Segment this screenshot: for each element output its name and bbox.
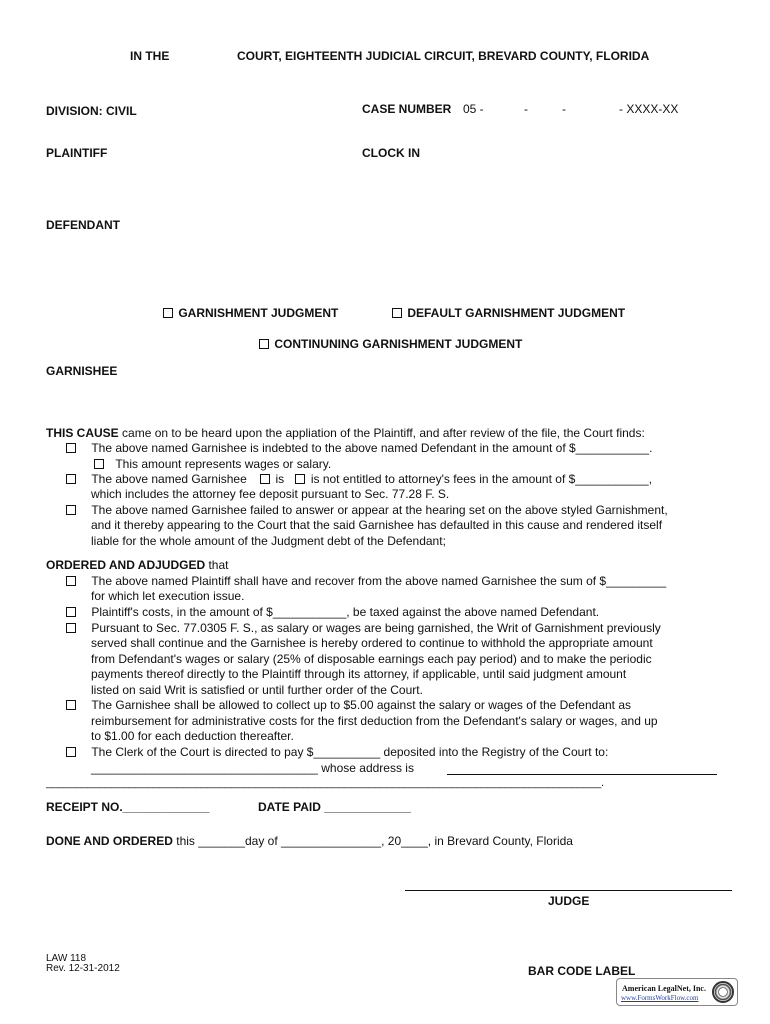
ordered-label: ORDERED AND ADJUDGED bbox=[46, 558, 206, 572]
order-3-cont: listed on said Writ is satisfied or until further order of the Court. bbox=[91, 683, 423, 697]
garnishment-judgment-option[interactable] bbox=[163, 306, 338, 320]
receipt-number: RECEIPT NO._____________ bbox=[46, 800, 210, 814]
order-text: The above named Plaintiff shall have and recover from the above named Garnishee the sum of $_________ bbox=[91, 574, 667, 588]
default-garnishment-judgment-option[interactable] bbox=[392, 306, 625, 320]
date-paid: DATE PAID _____________ bbox=[258, 800, 411, 814]
continuing-garnishment-judgment-option[interactable] bbox=[259, 337, 522, 351]
done-label: DONE AND ORDERED bbox=[46, 834, 173, 848]
option-label: DEFAULT GARNISHMENT JUDGMENT bbox=[407, 306, 626, 320]
checkbox[interactable] bbox=[259, 339, 269, 349]
plaintiff-label: PLAINTIFF bbox=[46, 146, 108, 160]
logo-url-link[interactable]: www.FormsWorkFlow.com bbox=[621, 994, 699, 1002]
finding-text: This amount represents wages or salary. bbox=[115, 457, 332, 471]
findings-intro bbox=[46, 426, 645, 442]
order-3-cont: served shall continue and the Garnishee is hereby ordered to continue to withhold the appropriate amount bbox=[91, 636, 653, 650]
address-line bbox=[447, 774, 717, 775]
checkbox[interactable] bbox=[66, 623, 76, 633]
finding-2 bbox=[66, 472, 652, 488]
checkbox[interactable] bbox=[66, 505, 76, 515]
order-text: Plaintiff's costs, in the amount of $___________, be taxed against the above named Defendant. bbox=[91, 605, 600, 619]
order-3-cont: from Defendant's wages or salary (25% of disposable earnings each pay period) and to make the periodic bbox=[91, 652, 652, 666]
order-5-payee: __________________________________ whose address is bbox=[91, 761, 414, 775]
form-number: LAW 118 bbox=[46, 953, 87, 964]
checkbox[interactable] bbox=[66, 607, 76, 617]
case-number-dash: - bbox=[562, 102, 566, 116]
findings-intro-text: came on to be heard upon the appliation of the Plaintiff, and after review of the file, the Court finds: bbox=[118, 426, 645, 440]
logo-company-name: American LegalNet, Inc. bbox=[622, 984, 706, 993]
this-cause-label: THIS CAUSE bbox=[46, 426, 119, 440]
order-2 bbox=[66, 605, 599, 621]
case-number-suffix: - XXXX-XX bbox=[619, 102, 679, 116]
clock-in-label: CLOCK IN bbox=[362, 146, 420, 160]
option-label: GARNISHMENT JUDGMENT bbox=[178, 306, 339, 320]
order-4 bbox=[66, 698, 631, 714]
case-number-dash: - bbox=[524, 102, 528, 116]
checkbox[interactable] bbox=[392, 308, 402, 318]
seal-icon bbox=[712, 981, 734, 1003]
order-5 bbox=[66, 745, 608, 761]
done-text: this _______day of _______________, 20____, in Brevard County, Florida bbox=[172, 834, 573, 848]
order-3-cont: payments thereof directly to the Plaintiff through its attorney, if applicable, until said judgment amount bbox=[91, 667, 627, 681]
division-label: DIVISION: CIVIL bbox=[46, 104, 137, 118]
checkbox[interactable] bbox=[260, 474, 270, 484]
checkbox[interactable] bbox=[66, 474, 76, 484]
court-title: COURT, EIGHTEENTH JUDICIAL CIRCUIT, BREVARD COUNTY, FLORIDA bbox=[237, 49, 650, 63]
american-legalnet-logo bbox=[616, 978, 738, 1006]
ordered-intro bbox=[46, 558, 228, 574]
order-1 bbox=[66, 574, 666, 590]
finding-2-cont: which includes the attorney fee deposit pursuant to Sec. 77.28 F. S. bbox=[91, 487, 450, 501]
done-and-ordered bbox=[46, 834, 573, 848]
case-number-prefix: 05 - bbox=[463, 102, 484, 116]
finding-1 bbox=[66, 441, 652, 457]
defendant-label: DEFENDANT bbox=[46, 218, 120, 232]
order-4-cont: reimbursement for administrative costs for the first deduction from the Defendant's salary or wages, and up bbox=[91, 714, 658, 728]
checkbox[interactable] bbox=[66, 700, 76, 710]
finding-3 bbox=[66, 503, 668, 519]
checkbox[interactable] bbox=[163, 308, 173, 318]
finding-text: The above named Garnishee is indebted to the above named Defendant in the amount of $___________. bbox=[91, 441, 653, 455]
checkbox[interactable] bbox=[66, 747, 76, 757]
bar-code-label: BAR CODE LABEL bbox=[528, 964, 636, 978]
finding-text: is bbox=[275, 472, 285, 486]
judge-signature-line bbox=[405, 890, 732, 891]
order-3 bbox=[66, 621, 661, 637]
ordered-intro-text: that bbox=[205, 558, 229, 572]
revision-date: Rev. 12-31-2012 bbox=[46, 963, 120, 974]
order-5-address-line: _____________________________________________________________________________________________. bbox=[46, 777, 604, 789]
finding-text: The above named Garnishee failed to answer or appear at the hearing set on the above styled Garnishment, bbox=[91, 503, 668, 517]
judge-label: JUDGE bbox=[548, 894, 590, 908]
finding-1-sub bbox=[94, 457, 331, 473]
order-text: The Garnishee shall be allowed to collect up to $5.00 against the salary or wages of the Defendant as bbox=[91, 698, 632, 712]
finding-text: The above named Garnishee bbox=[91, 472, 247, 486]
order-1-cont: for which let execution issue. bbox=[91, 589, 245, 603]
header-in-the: IN THE bbox=[130, 49, 170, 63]
checkbox[interactable] bbox=[66, 443, 76, 453]
order-text: The Clerk of the Court is directed to pay $__________ deposited into the Registry of the Court to: bbox=[91, 745, 609, 759]
garnishee-label: GARNISHEE bbox=[46, 364, 118, 378]
order-4-cont: to $1.00 for each deduction thereafter. bbox=[91, 729, 294, 743]
checkbox[interactable] bbox=[295, 474, 305, 484]
finding-3-cont: liable for the whole amount of the Judgment debt of the Defendant; bbox=[91, 534, 446, 548]
case-number-label: CASE NUMBER bbox=[362, 102, 452, 116]
option-label: CONTINUNING GARNISHMENT JUDGMENT bbox=[274, 337, 523, 351]
finding-3-cont: and it thereby appearing to the Court that the said Garnishee has defaulted in this cause and rendered itself bbox=[91, 518, 663, 532]
finding-text: is not entitled to attorney's fees in the amount of $___________, bbox=[310, 472, 653, 486]
checkbox[interactable] bbox=[66, 576, 76, 586]
order-text: Pursuant to Sec. 77.0305 F. S., as salary or wages are being garnished, the Writ of Garnishment previously bbox=[91, 621, 661, 635]
checkbox[interactable] bbox=[94, 459, 104, 469]
